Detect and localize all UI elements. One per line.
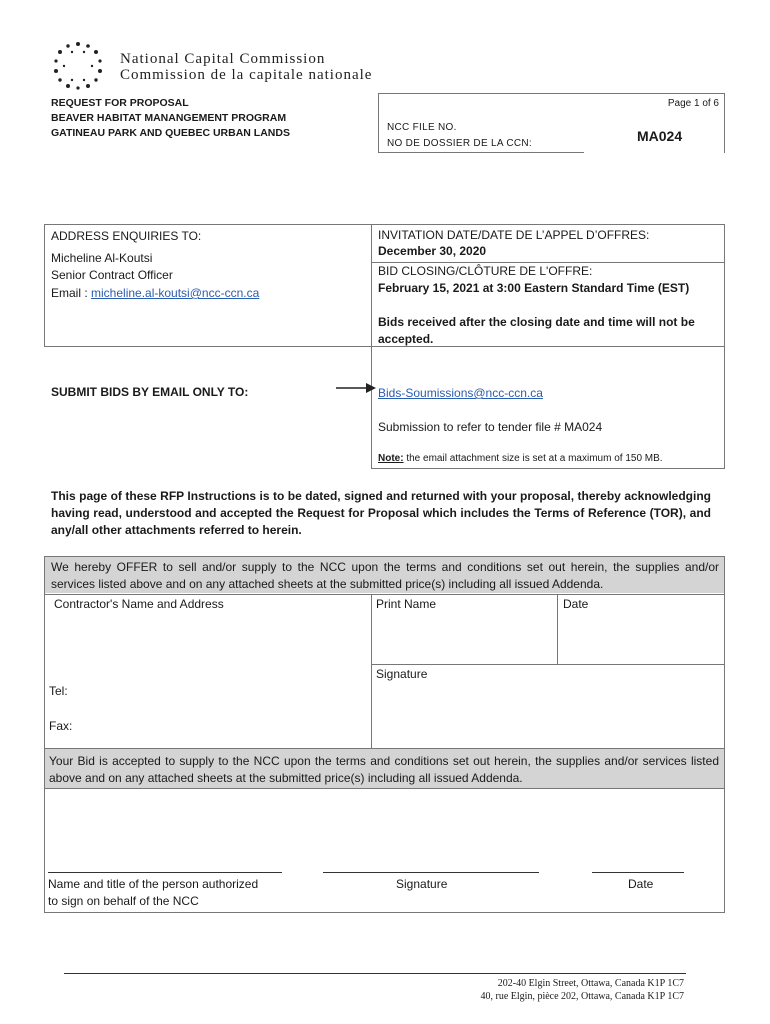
contractor-name-label: Contractor's Name and Address [54,597,224,611]
attachment-note [378,453,663,464]
signature-line [592,872,684,873]
signature-line [48,872,282,873]
divider [44,788,725,789]
footer-address-fr: 40, rue Elgin, pièce 202, Ottawa, Canada K1P 1C7 [480,991,684,1002]
ncc-signature-label: Signature [396,877,448,891]
divider [44,556,45,913]
instruction-paragraph: This page of these RFP Instructions is to be dated, signed and returned with your proposal, thereby acknowledging having read, understood and accepted the Request for Proposal which includes the Terms of Reference (TOR), and any/all other attachments referred to herein. [51,489,711,537]
divider [44,912,725,913]
late-bids-notice-2: accepted. [378,332,434,346]
divider [44,224,45,347]
signature-label: Signature [376,667,428,681]
authorized-name-label-1: Name and title of the person authorized [48,877,259,891]
rfp-title: REQUEST FOR PROPOSAL [51,97,189,109]
bid-closing-date: February 15, 2021 at 3:00 Eastern Standard Time (EST) [378,281,690,295]
divider [44,346,725,347]
divider [371,468,725,469]
org-name-fr: Commission de la capitale nationale [120,67,373,83]
contact-email-row [51,286,259,300]
file-label-fr: NO DE DOSSIER DE LA CCN: [387,138,533,149]
submission-reference: Submission to refer to tender file # MA024 [378,420,603,434]
divider [378,152,584,153]
authorized-name-label-2: to sign on behalf of the NCC [48,894,199,908]
bids-email-link[interactable]: Bids-Soumissions@ncc-ccn.ca [378,386,543,400]
signature-line [323,872,539,873]
org-name-en: National Capital Commission [120,51,326,67]
contact-name: Micheline Al-Koutsi [51,251,153,265]
email-label: Email : [51,286,92,300]
note-text: the email attachment size is set at a maximum of 150 MB. [403,453,663,464]
note-label: Note: [378,453,404,464]
file-number-box [378,93,725,153]
divider [557,594,558,665]
page-number: Page 1 of 6 [667,98,719,109]
divider [44,556,725,557]
divider [371,224,372,469]
divider [371,262,725,263]
divider [724,556,725,913]
rfp-program: BEAVER HABITAT MANANGEMENT PROGRAM [51,112,287,124]
divider [371,594,372,749]
footer-address-en: 202-40 Elgin Street, Ottawa, Canada K1P 1C7 [497,978,684,989]
divider [44,594,725,595]
rfp-location: GATINEAU PARK AND QUEBEC URBAN LANDS [51,127,290,139]
late-bids-notice-1: Bids received after the closing date and time will not be [378,315,695,329]
file-label-en: NCC FILE NO. [387,122,457,133]
accept-text: Your Bid is accepted to supply to the NCC upon the terms and conditions set out herein, the supplies and/or services listed above and on any attached sheets at the submitted price(s) including all issued Addenda. [49,754,719,785]
ncc-logo [50,38,106,94]
bid-closing-label: BID CLOSING/CLÔTURE DE L'OFFRE: [378,264,593,278]
invitation-date-label: INVITATION DATE/DATE DE L’APPEL D’OFFRES: [378,228,650,242]
file-number: MA024 [637,128,683,144]
print-name-label: Print Name [376,597,437,611]
divider [44,224,725,225]
divider [371,664,725,665]
fax-label: Fax: [49,719,73,733]
enquiries-heading: ADDRESS ENQUIRIES TO: [51,229,202,243]
offer-text: We hereby OFFER to sell and/or supply to the NCC upon the terms and conditions set out herein, the supplies and/or services listed above and on any attached sheets at the submitted price(s) including all issued Addenda. [51,560,719,591]
contact-title: Senior Contract Officer [51,268,173,282]
ncc-date-label: Date [628,877,654,891]
tel-label: Tel: [49,684,68,698]
date-label: Date [563,597,589,611]
arrow-right-icon [336,381,376,399]
submit-bids-label: SUBMIT BIDS BY EMAIL ONLY TO: [51,385,249,399]
footer-rule [64,973,686,974]
divider [724,224,725,469]
invitation-date: December 30, 2020 [378,244,487,258]
contact-email-link[interactable]: micheline.al-koutsi@ncc-ccn.ca [91,286,260,300]
